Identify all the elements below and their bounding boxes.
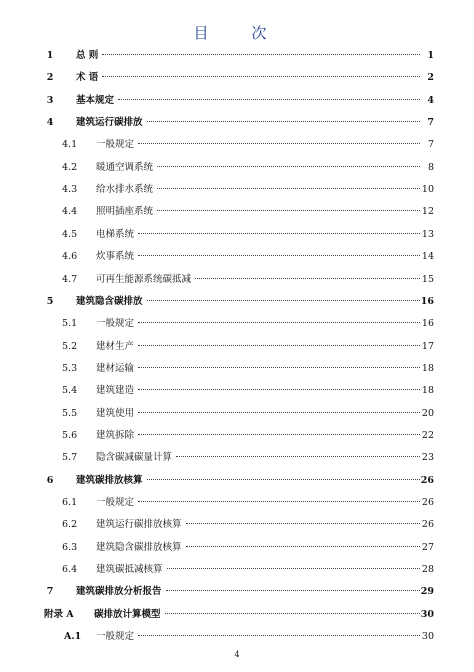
dot-leader bbox=[138, 255, 420, 256]
toc-entry-number: 4.7 bbox=[62, 273, 78, 285]
toc-entry-number: 5.6 bbox=[62, 429, 78, 441]
toc-entry-title: 建筑拆除 bbox=[96, 429, 135, 441]
toc-entry[interactable] bbox=[0, 428, 474, 444]
toc-entry-leader bbox=[96, 182, 422, 198]
toc-entry-page: 4 bbox=[427, 94, 434, 106]
toc-entry-number: 4.5 bbox=[62, 228, 78, 240]
toc-entry-leader bbox=[76, 584, 422, 600]
toc-entry-leader bbox=[96, 339, 422, 355]
toc-entry[interactable] bbox=[0, 607, 474, 623]
toc-entry[interactable] bbox=[0, 70, 474, 86]
toc-entry-title: 建筑碳排放核算 bbox=[76, 474, 143, 486]
dot-leader bbox=[138, 233, 420, 234]
toc-entry-page: 18 bbox=[421, 362, 434, 374]
toc-entry-page: 28 bbox=[421, 564, 434, 576]
toc-entry-leader bbox=[96, 406, 422, 422]
toc-entry-page: 16 bbox=[421, 318, 434, 330]
toc-entry-leader bbox=[96, 517, 422, 533]
toc-entry-leader bbox=[96, 428, 422, 444]
toc-entry[interactable] bbox=[0, 316, 474, 332]
toc-entry-number: 5.7 bbox=[62, 452, 78, 464]
toc-entry-title: 电梯系统 bbox=[96, 228, 135, 240]
toc-entry-page: 16 bbox=[420, 295, 434, 307]
toc-entry[interactable] bbox=[0, 540, 474, 556]
toc-entry-leader bbox=[96, 160, 422, 176]
dot-leader bbox=[167, 568, 420, 569]
toc-entry-page: 12 bbox=[421, 206, 434, 218]
toc-entry-page: 17 bbox=[421, 340, 434, 352]
toc-entry-title: 建材生产 bbox=[96, 340, 135, 352]
toc-entry-leader bbox=[76, 473, 422, 489]
toc-entry-title: 建筑隐含碳排放 bbox=[76, 295, 143, 307]
toc-entry-page: 23 bbox=[421, 452, 434, 464]
toc-entry-number: 5 bbox=[46, 295, 54, 307]
dot-leader bbox=[157, 166, 420, 167]
toc-entry-page: 20 bbox=[421, 407, 434, 419]
toc-entry[interactable] bbox=[0, 629, 474, 645]
toc-entry-page: 7 bbox=[427, 117, 434, 129]
toc-entry-title: 术 语 bbox=[76, 72, 99, 84]
toc-entry-leader bbox=[76, 115, 422, 131]
toc-entry-number: 6.4 bbox=[62, 564, 78, 576]
toc-entry-number: 6.3 bbox=[62, 541, 78, 553]
toc-entry[interactable] bbox=[0, 495, 474, 511]
toc-entry[interactable] bbox=[0, 584, 474, 600]
toc-entry-number: 5.5 bbox=[62, 407, 78, 419]
dot-leader bbox=[138, 389, 420, 390]
dot-leader bbox=[138, 322, 420, 323]
dot-leader bbox=[147, 479, 420, 480]
dot-leader bbox=[138, 367, 420, 368]
dot-leader bbox=[166, 590, 420, 591]
toc-entry-title: 炊事系统 bbox=[96, 251, 135, 263]
toc-entry[interactable] bbox=[0, 48, 474, 64]
toc-entry-title: 基本规定 bbox=[76, 94, 115, 106]
toc-entry[interactable] bbox=[0, 272, 474, 288]
dot-leader bbox=[157, 188, 420, 189]
toc-entry-leader bbox=[76, 93, 422, 109]
toc-entry-page: 2 bbox=[427, 72, 434, 84]
toc-entry-number: 6.1 bbox=[62, 497, 78, 508]
toc-entry-leader bbox=[76, 294, 422, 310]
dot-leader bbox=[102, 54, 420, 55]
toc-entry[interactable] bbox=[0, 249, 474, 265]
dot-leader bbox=[195, 278, 420, 279]
toc-entry-number: 5.2 bbox=[62, 340, 78, 352]
toc-entry-number: 5.3 bbox=[62, 362, 78, 374]
toc-entry-page: 30 bbox=[420, 608, 434, 620]
toc-entry-page: 26 bbox=[421, 519, 434, 531]
toc-entry-number: 4.4 bbox=[62, 206, 78, 218]
toc-entry-page: 7 bbox=[427, 139, 434, 151]
toc-entry-title: 一般规定 bbox=[96, 497, 135, 508]
toc-entry[interactable] bbox=[0, 339, 474, 355]
toc-entry-number: 6 bbox=[46, 474, 54, 486]
toc-entry-page: 27 bbox=[421, 541, 434, 553]
dot-leader bbox=[138, 635, 420, 636]
toc-entry-number: 5.4 bbox=[62, 385, 78, 397]
toc-entry-title: 建筑碳抵减核算 bbox=[96, 564, 163, 576]
toc-entry-number: 5.1 bbox=[62, 318, 78, 330]
toc-entry-page: 26 bbox=[420, 474, 434, 486]
toc-entry-leader bbox=[96, 316, 422, 332]
toc-entry-title: 建筑隐含碳排放核算 bbox=[96, 541, 182, 553]
toc-entry-title: 建材运输 bbox=[96, 362, 135, 374]
toc-entry-title: 建筑运行碳排放核算 bbox=[96, 519, 182, 531]
dot-leader bbox=[147, 300, 420, 301]
toc-entry-leader bbox=[76, 48, 422, 64]
dot-leader bbox=[118, 99, 420, 100]
toc-entry-leader bbox=[96, 204, 422, 220]
page-title: 目 次 bbox=[193, 24, 281, 42]
toc-entry[interactable] bbox=[0, 361, 474, 377]
toc-entry-number: 3 bbox=[46, 94, 54, 106]
toc-entry[interactable] bbox=[0, 562, 474, 578]
dot-leader bbox=[138, 434, 420, 435]
toc-entry[interactable] bbox=[0, 93, 474, 109]
toc-entry[interactable] bbox=[0, 204, 474, 220]
toc-entry-leader bbox=[96, 249, 422, 265]
page-number: 4 bbox=[234, 650, 240, 659]
toc-entry[interactable] bbox=[0, 383, 474, 399]
toc-entry-title: 一般规定 bbox=[96, 318, 135, 330]
toc-entry-leader bbox=[96, 137, 422, 153]
dot-leader bbox=[165, 613, 420, 614]
toc-entry-title: 建筑使用 bbox=[96, 407, 135, 419]
toc-entry-number: 4.3 bbox=[62, 184, 78, 196]
toc-entry-leader bbox=[96, 383, 422, 399]
toc-entry-number: 附录 A bbox=[44, 608, 74, 620]
toc-entry-title: 建筑运行碳排放 bbox=[76, 117, 143, 129]
toc-entry-number: 6.2 bbox=[62, 519, 78, 531]
toc-entry-page: 26 bbox=[421, 497, 434, 508]
dot-leader bbox=[138, 501, 420, 502]
toc-entry-title: 照明插座系统 bbox=[96, 206, 154, 218]
toc-entry-number: 2 bbox=[46, 72, 54, 84]
dot-leader bbox=[138, 412, 420, 413]
toc-entry-leader bbox=[96, 495, 422, 511]
toc-entry-page: 22 bbox=[421, 429, 434, 441]
toc-entry[interactable] bbox=[0, 473, 474, 489]
toc-entry-title: 给水排水系统 bbox=[96, 184, 154, 196]
toc-entry-number: 7 bbox=[46, 586, 54, 598]
toc-entry[interactable] bbox=[0, 450, 474, 466]
toc-entry-leader bbox=[96, 562, 422, 578]
toc-entry-leader bbox=[94, 607, 422, 623]
toc-entry-number: 4 bbox=[46, 117, 54, 129]
toc-entry[interactable] bbox=[0, 160, 474, 176]
toc-entry-number: 1 bbox=[46, 50, 54, 61]
toc-entry-leader bbox=[96, 450, 422, 466]
toc-entry[interactable] bbox=[0, 115, 474, 131]
toc-entry[interactable] bbox=[0, 517, 474, 533]
dot-leader bbox=[176, 456, 420, 457]
toc-entry-number: 4.6 bbox=[62, 251, 78, 263]
toc-entry-leader bbox=[96, 629, 422, 645]
toc-entry-title: 总 则 bbox=[76, 50, 99, 61]
dot-leader bbox=[186, 523, 420, 524]
toc-entry[interactable] bbox=[0, 294, 474, 310]
toc-entry-title: 一般规定 bbox=[96, 631, 135, 643]
toc-entry-title: 可再生能源系统碳抵减 bbox=[96, 273, 192, 285]
toc-entry-title: 碳排放计算模型 bbox=[94, 608, 161, 620]
toc-entry-page: 10 bbox=[421, 184, 434, 196]
toc-entry[interactable] bbox=[0, 227, 474, 243]
toc-entry-leader bbox=[76, 70, 422, 86]
toc-entry-leader bbox=[96, 540, 422, 556]
toc-entry-page: 18 bbox=[421, 385, 434, 397]
toc-entry-title: 暖通空调系统 bbox=[96, 161, 154, 173]
toc-entry-number: A.1 bbox=[64, 631, 82, 643]
dot-leader bbox=[102, 76, 420, 77]
toc-entry-leader bbox=[96, 227, 422, 243]
dot-leader bbox=[147, 121, 420, 122]
toc-entry-number: 4.2 bbox=[62, 161, 78, 173]
dot-leader bbox=[138, 143, 420, 144]
toc-entry-title: 一般规定 bbox=[96, 139, 135, 151]
toc-entry[interactable] bbox=[0, 137, 474, 153]
toc-entry-page: 14 bbox=[421, 251, 434, 263]
toc-entry-page: 13 bbox=[421, 228, 434, 240]
toc-entry-page: 8 bbox=[427, 161, 434, 173]
dot-leader bbox=[186, 546, 420, 547]
toc-entry-page: 30 bbox=[421, 631, 434, 643]
toc-entry[interactable] bbox=[0, 182, 474, 198]
toc-entry-title: 隐含碳减碳量计算 bbox=[96, 452, 173, 464]
toc-entry-page: 15 bbox=[421, 273, 434, 285]
toc-entry-page: 29 bbox=[420, 586, 434, 598]
toc-entry-title: 建筑建造 bbox=[96, 385, 135, 397]
dot-leader bbox=[138, 345, 420, 346]
dot-leader bbox=[157, 210, 420, 211]
toc-entry-number: 4.1 bbox=[62, 139, 78, 151]
toc-entry[interactable] bbox=[0, 406, 474, 422]
toc-entry-leader bbox=[96, 361, 422, 377]
toc-entry-title: 建筑碳排放分析报告 bbox=[76, 586, 162, 598]
toc-entry-leader bbox=[96, 272, 422, 288]
toc-entry-page: 1 bbox=[427, 50, 434, 61]
